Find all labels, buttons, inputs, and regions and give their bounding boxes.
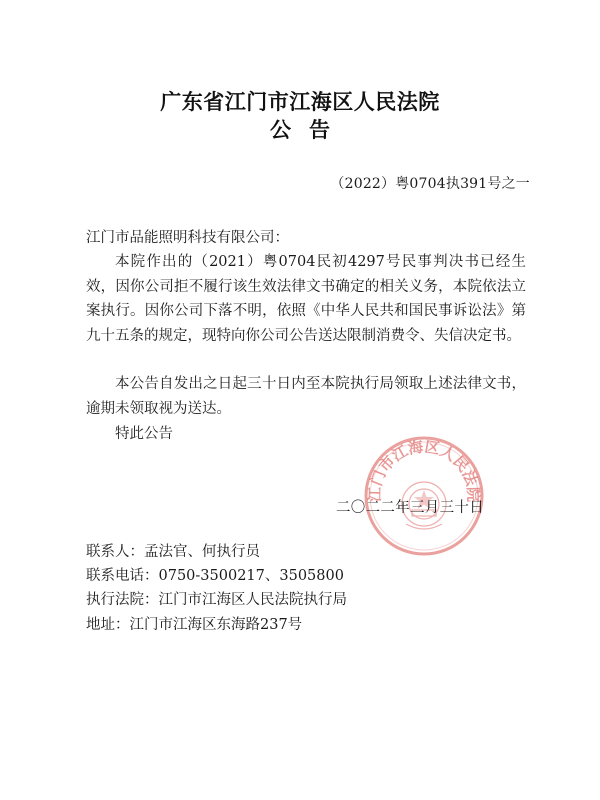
document-date: 二〇二二年三月三十日 xyxy=(336,500,484,516)
court-title: 广东省江门市江海区人民法院 xyxy=(160,89,440,114)
contact-phone: 联系电话：0750-3500217、3505800 xyxy=(86,568,344,585)
paragraph-text: 本院作出的（2021）粤0704民初4297号民事判决书已经生效，因你公司拒不履行该生效法律文书确定的相关义务，本院依法立案执行。因你公司下落不明，依照《中华人民共和国民事诉讼法》第九十五条的规定，现特向你公司公告送达限制消费令、失信决定书。 xyxy=(86,254,526,344)
body-paragraph-2 xyxy=(86,372,526,421)
paragraph-text: 本公告自发出之日起三十日内至本院执行局领取上述法律文书，逾期未领取视为送达。 xyxy=(86,376,526,417)
body-paragraph-1 xyxy=(86,250,526,348)
contact-person: 联系人：孟法官、何执行员 xyxy=(86,544,260,560)
addressee xyxy=(86,226,526,251)
document-number: （2022）粤0704执391号之一 xyxy=(330,176,530,192)
addressee-text: 江门市品能照明科技有限公司： xyxy=(86,230,289,246)
closing-phrase: 特此公告 xyxy=(115,426,173,442)
executing-court: 执行法院：江门市江海区人民法院执行局 xyxy=(86,592,347,609)
court-address: 地址：江门市江海区东海路237号 xyxy=(86,616,303,633)
doc-type-title: 公告 xyxy=(270,117,348,142)
seal-text-path: 江门市江海区人民法院 xyxy=(365,437,483,503)
